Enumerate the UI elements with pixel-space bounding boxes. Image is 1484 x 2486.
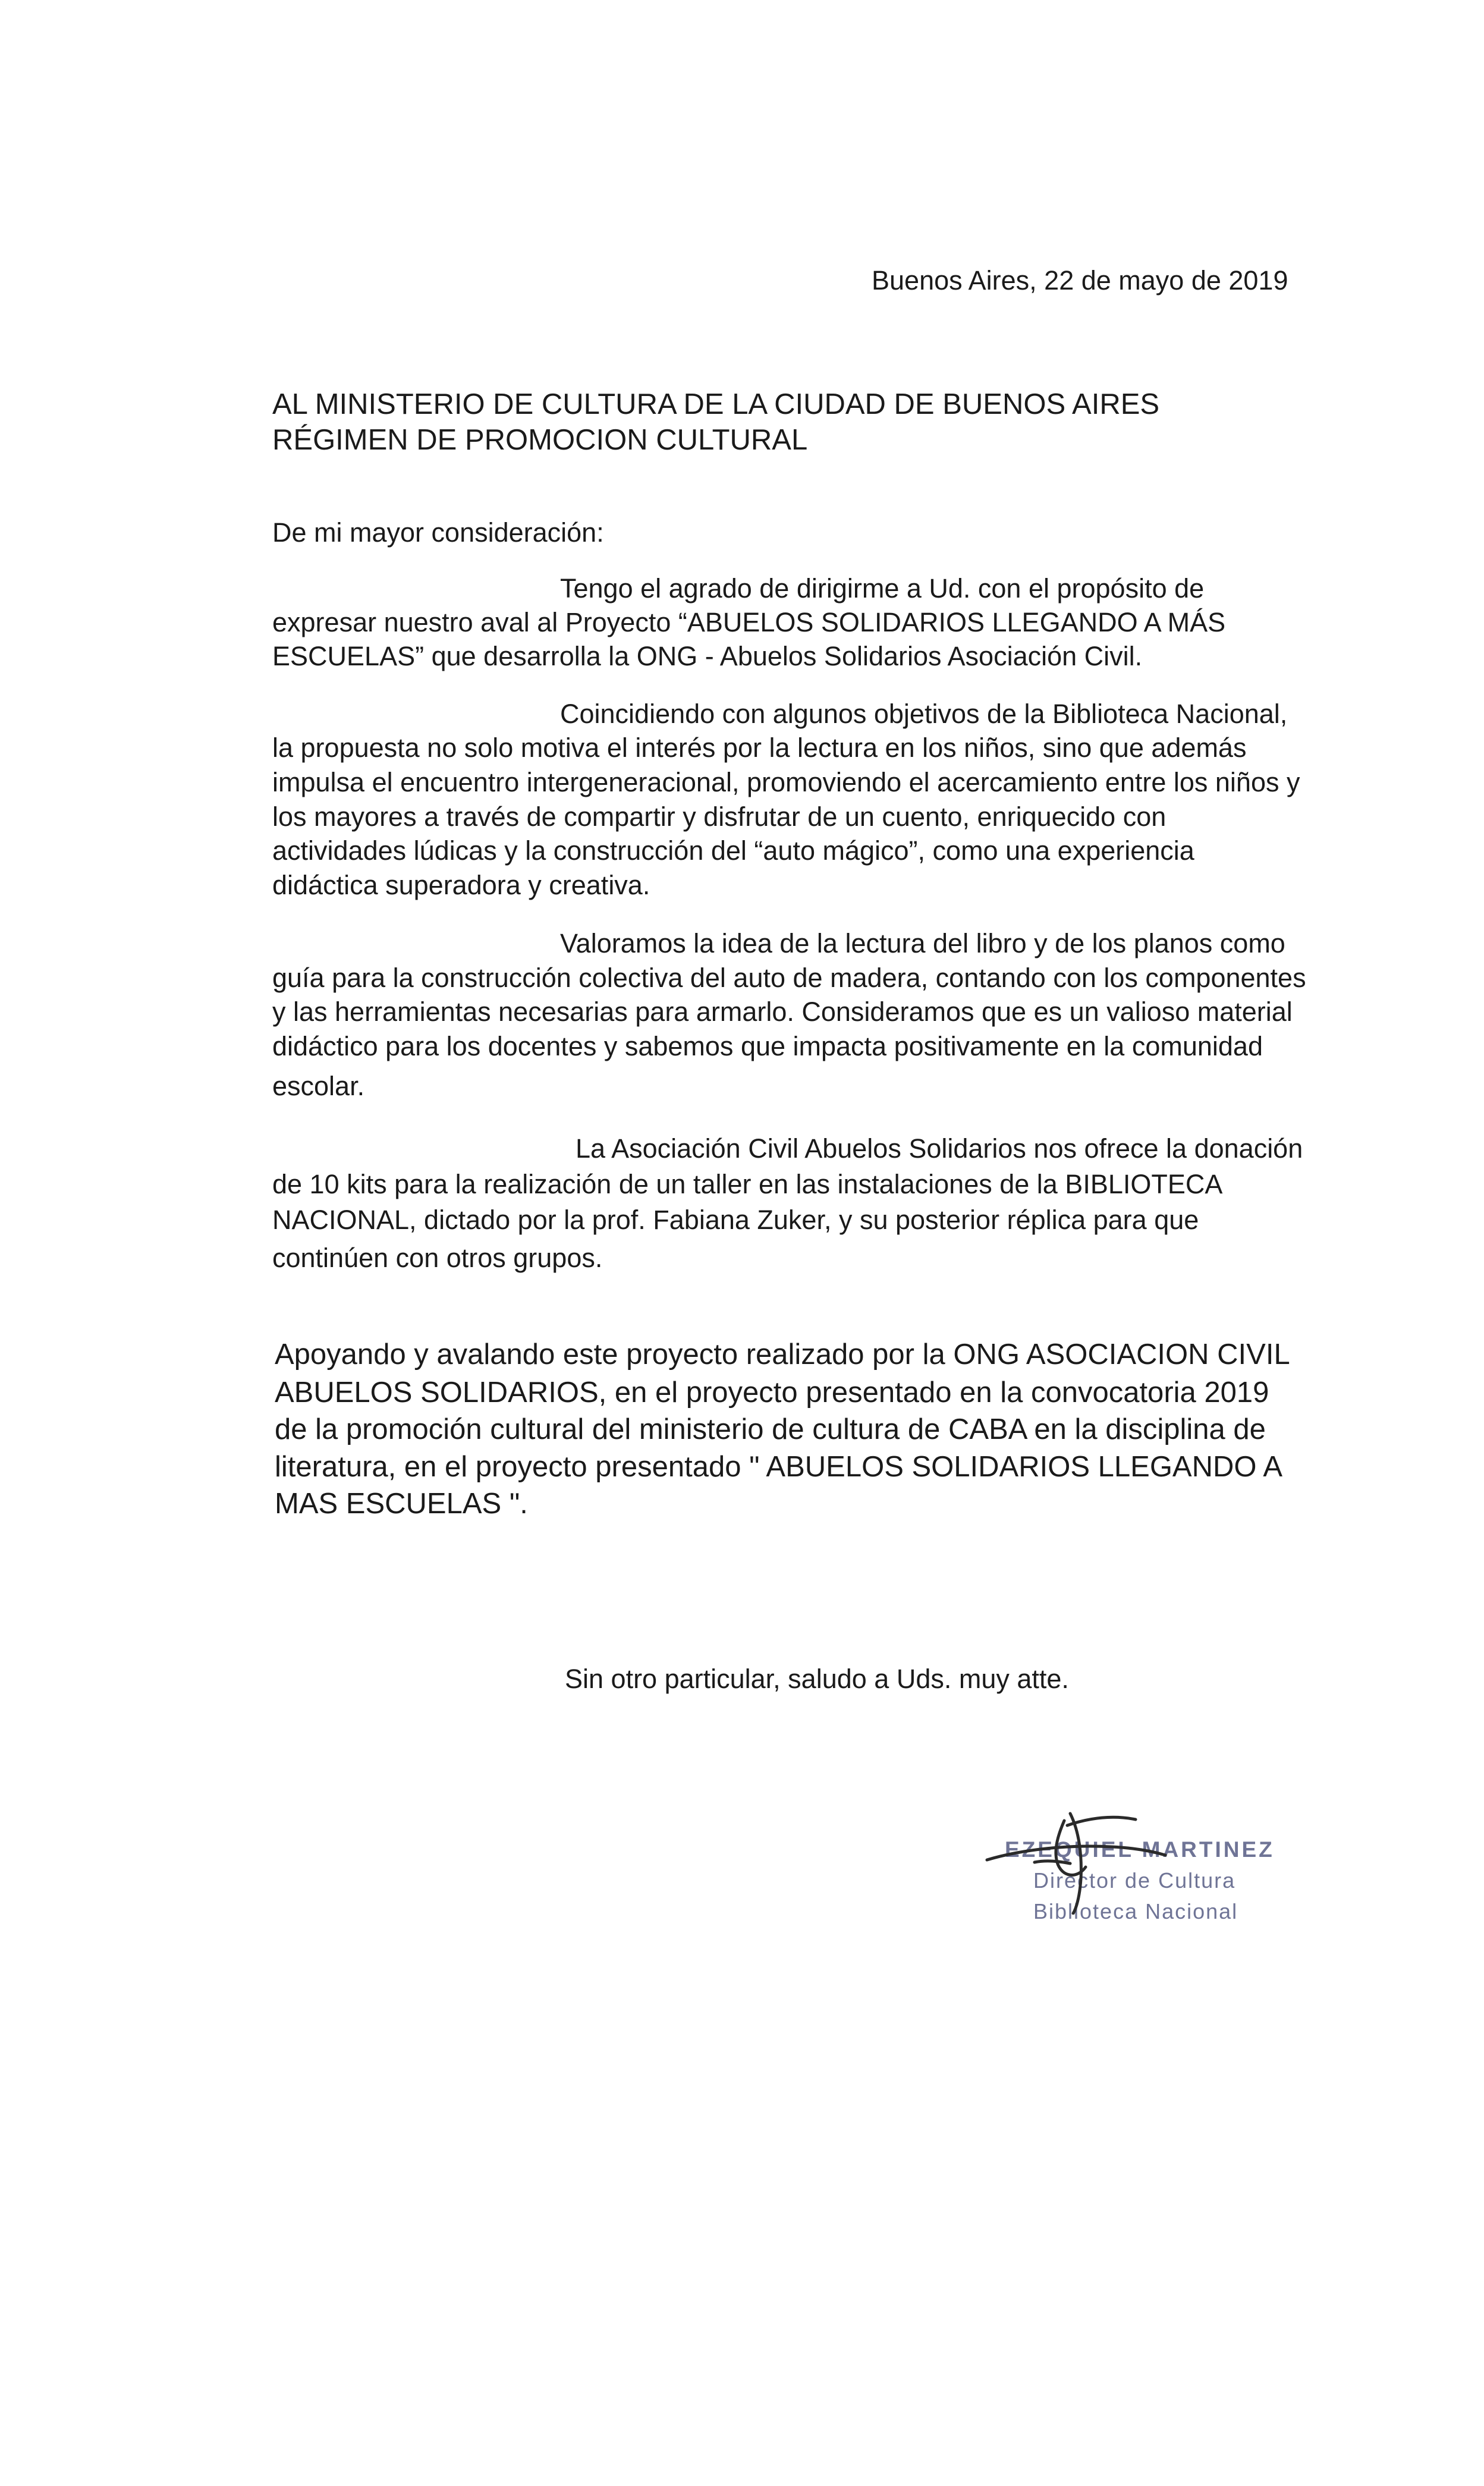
closing-line: Sin otro particular, saludo a Uds. muy atte.	[565, 1664, 1069, 1694]
stamp-title: Director de Cultura	[1033, 1868, 1236, 1893]
paragraph-2-line-5: actividades lúdicas y la construcción del “auto mágico”, como una experiencia	[272, 835, 1194, 866]
paragraph-2-line-1: Coincidiendo con algunos objetivos de la Biblioteca Nacional,	[560, 699, 1288, 729]
paragraph-4-line-2: de 10 kits para la realización de un taller en las instalaciones de la BIBLIOTECA	[272, 1169, 1223, 1199]
paragraph-4-line-3: NACIONAL, dictado por la prof. Fabiana Zuker, y su posterior réplica para que	[272, 1205, 1199, 1235]
paragraph-4-line-1: La Asociación Civil Abuelos Solidarios nos ofrece la donación	[576, 1133, 1303, 1164]
stamp-institution: Biblioteca Nacional	[1033, 1899, 1238, 1924]
paragraph-5-line-2: ABUELOS SOLIDARIOS, en el proyecto presentado en la convocatoria 2019	[275, 1376, 1269, 1409]
paragraph-3-line-3: y las herramientas necesarias para armarlo. Consideramos que es un valioso material	[272, 997, 1293, 1027]
paragraph-2-line-2: la propuesta no solo motiva el interés por la lectura en los niños, sino que además	[272, 733, 1247, 763]
date-line: Buenos Aires, 22 de mayo de 2019	[872, 265, 1288, 296]
paragraph-3-line-4: didáctico para los docentes y sabemos que impacta positivamente en la comunidad	[272, 1031, 1263, 1061]
paragraph-4-line-4: continúen con otros grupos.	[272, 1243, 603, 1273]
paragraph-2-line-4: los mayores a través de compartir y disfrutar de un cuento, enriquecido con	[272, 802, 1167, 832]
paragraph-5-line-4: literatura, en el proyecto presentado " ABUELOS SOLIDARIOS LLEGANDO A	[275, 1451, 1283, 1483]
paragraph-2-line-3: impulsa el encuentro intergeneracional, promoviendo el acercamiento entre los niños y	[272, 767, 1300, 797]
handwritten-signature-icon	[975, 1790, 1177, 1915]
paragraph-5-line-1: Apoyando y avalando este proyecto realizado por la ONG ASOCIACION CIVIL	[275, 1338, 1290, 1371]
paragraph-5-line-3: de la promoción cultural del ministerio de cultura de CABA en la disciplina de	[275, 1413, 1266, 1445]
salutation: De mi mayor consideración:	[272, 517, 604, 548]
paragraph-5-line-5: MAS ESCUELAS ".	[275, 1488, 528, 1520]
paragraph-2-line-6: didáctica superadora y creativa.	[272, 870, 650, 900]
stamp-name: EZEQUIEL MARTINEZ	[1005, 1837, 1275, 1862]
paragraph-1-line-1: Tengo el agrado de dirigirme a Ud. con el propósito de	[560, 573, 1205, 604]
paragraph-3-line-1: Valoramos la idea de la lectura del libro y de los planos como	[560, 928, 1285, 958]
addressee-line-1: AL MINISTERIO DE CULTURA DE LA CIUDAD DE BUENOS AIRES	[272, 388, 1160, 420]
paragraph-3-line-2: guía para la construcción colectiva del auto de madera, contando con los componentes	[272, 963, 1306, 993]
paragraph-1-line-2: expresar nuestro aval al Proyecto “ABUELOS SOLIDARIOS LLEGANDO A MÁS	[272, 607, 1226, 637]
paragraph-1-line-3: ESCUELAS” que desarrolla la ONG - Abuelos Solidarios Asociación Civil.	[272, 641, 1143, 671]
addressee-line-2: RÉGIMEN DE PROMOCION CULTURAL	[272, 424, 808, 456]
paragraph-3-line-5: escolar.	[272, 1071, 365, 1101]
